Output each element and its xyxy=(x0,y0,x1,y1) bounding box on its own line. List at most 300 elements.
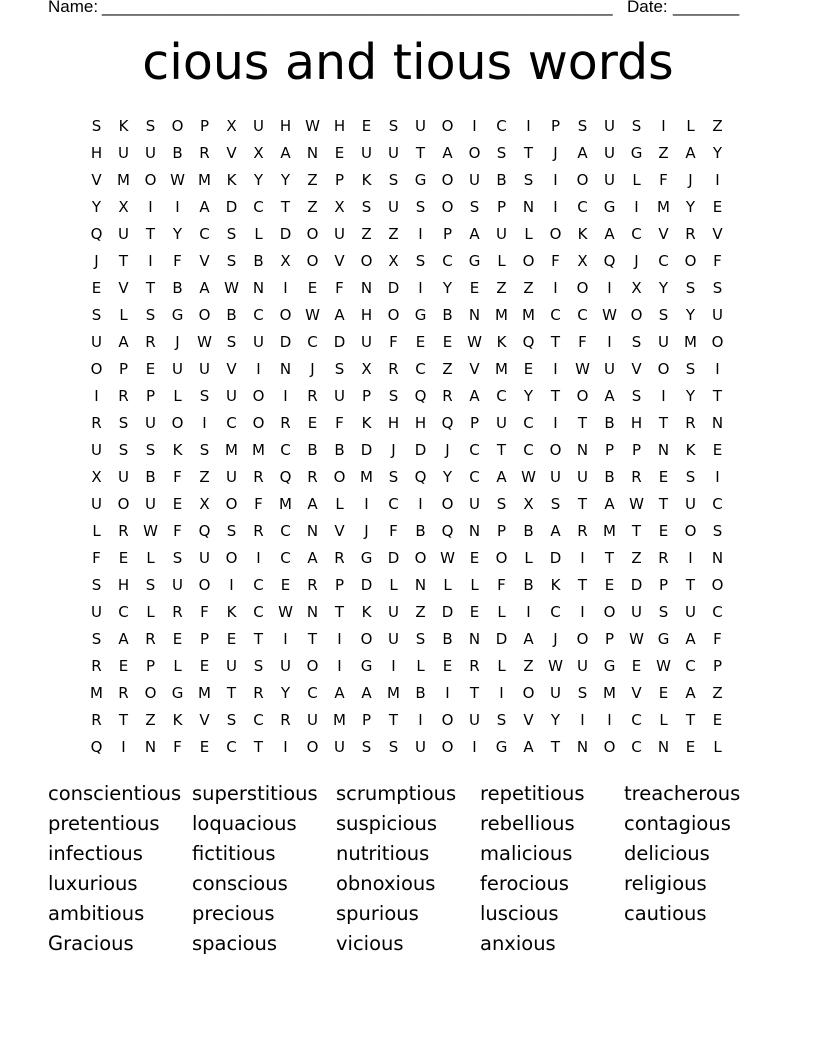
grid-letter: O xyxy=(576,278,589,297)
grid-letter: J xyxy=(634,251,639,270)
grid-letter: U xyxy=(91,332,102,351)
grid-letter: G xyxy=(603,656,616,675)
grid-letter: Y xyxy=(442,467,453,486)
grid-letter: S xyxy=(388,116,399,135)
grid-letter: S xyxy=(415,251,426,270)
grid-letter: Q xyxy=(90,224,103,243)
grid-letter: S xyxy=(523,170,534,189)
grid-letter: C xyxy=(712,602,723,621)
grid-letter: C xyxy=(496,116,507,135)
grid-letter: M xyxy=(603,521,616,540)
grid-letter: U xyxy=(226,656,237,675)
grid-letter: S xyxy=(145,440,156,459)
grid-letter: L xyxy=(470,575,479,594)
grid-letter: U xyxy=(361,143,372,162)
word-bank-item: conscientious xyxy=(48,782,182,805)
grid-letter: U xyxy=(496,413,507,432)
word-bank-item: repetitious xyxy=(480,782,585,805)
grid-letter: E xyxy=(307,278,318,297)
grid-letter: X xyxy=(334,197,345,216)
grid-letter: O xyxy=(333,467,346,486)
grid-letter: U xyxy=(604,143,615,162)
grid-letter: G xyxy=(171,683,184,702)
grid-letter: I xyxy=(715,170,720,189)
grid-letter: W xyxy=(629,494,644,513)
grid-letter: C xyxy=(415,359,426,378)
grid-letter: I xyxy=(418,710,423,729)
grid-letter: M xyxy=(360,467,373,486)
grid-letter: K xyxy=(361,413,372,432)
grid-letter: R xyxy=(334,548,345,567)
grid-row xyxy=(83,220,733,247)
grid-letter: U xyxy=(91,494,102,513)
grid-letter: Z xyxy=(712,683,723,702)
grid-letter: R xyxy=(577,521,588,540)
grid-letter: H xyxy=(387,413,400,432)
grid-letter: T xyxy=(415,143,426,162)
grid-letter: R xyxy=(118,521,129,540)
grid-letter: F xyxy=(173,737,182,756)
grid-letter: G xyxy=(360,548,373,567)
grid-letter: I xyxy=(472,116,477,135)
grid-letter: C xyxy=(307,683,318,702)
grid-letter: E xyxy=(172,494,183,513)
grid-letter: C xyxy=(469,440,480,459)
grid-letter: O xyxy=(360,251,373,270)
grid-letter: T xyxy=(550,332,561,351)
grid-letter: I xyxy=(661,386,666,405)
grid-letter: I xyxy=(283,629,288,648)
grid-letter: K xyxy=(226,602,237,621)
grid-letter: W xyxy=(629,629,644,648)
grid-letter: U xyxy=(469,170,480,189)
grid-letter: X xyxy=(226,116,237,135)
grid-letter: P xyxy=(712,656,723,675)
word-bank-item: treacherous xyxy=(624,782,741,805)
grid-letter: Z xyxy=(658,143,669,162)
grid-letter: O xyxy=(144,683,157,702)
grid-letter: Y xyxy=(685,197,696,216)
grid-letter: A xyxy=(577,143,588,162)
grid-letter: I xyxy=(418,224,423,243)
grid-letter: C xyxy=(253,197,264,216)
grid-letter: C xyxy=(226,413,237,432)
grid-letter: I xyxy=(283,386,288,405)
grid-letter: H xyxy=(630,413,643,432)
grid-letter: L xyxy=(416,656,425,675)
grid-letter: U xyxy=(469,494,480,513)
grid-letter: F xyxy=(659,170,668,189)
grid-letter: Y xyxy=(685,305,696,324)
grid-letter: O xyxy=(306,656,319,675)
grid-letter: V xyxy=(199,251,210,270)
grid-letter: I xyxy=(364,494,369,513)
grid-letter: E xyxy=(199,737,210,756)
word-bank-item: fictitious xyxy=(192,842,276,865)
grid-letter: C xyxy=(496,386,507,405)
grid-letter: O xyxy=(576,629,589,648)
grid-letter: O xyxy=(711,332,724,351)
grid-letter: S xyxy=(631,332,642,351)
grid-letter: A xyxy=(604,224,615,243)
grid-letter: N xyxy=(468,305,481,324)
grid-letter: D xyxy=(414,440,427,459)
word-search-grid xyxy=(83,112,733,760)
grid-letter: I xyxy=(688,548,693,567)
grid-letter: S xyxy=(226,332,237,351)
grid-letter: O xyxy=(441,494,454,513)
word-bank-item: vicious xyxy=(336,932,404,955)
grid-letter: N xyxy=(306,521,319,540)
grid-letter: U xyxy=(145,413,156,432)
grid-letter: E xyxy=(658,467,669,486)
grid-letter: M xyxy=(387,683,400,702)
grid-letter: M xyxy=(495,305,508,324)
grid-letter: O xyxy=(306,251,319,270)
grid-letter: C xyxy=(307,332,318,351)
grid-row xyxy=(83,301,733,328)
grid-letter: L xyxy=(119,305,128,324)
grid-letter: I xyxy=(445,683,450,702)
grid-letter: T xyxy=(631,521,642,540)
grid-letter: R xyxy=(118,683,129,702)
grid-letter: L xyxy=(497,251,506,270)
grid-letter: Q xyxy=(414,386,427,405)
grid-letter: B xyxy=(307,440,318,459)
grid-letter: W xyxy=(305,305,320,324)
grid-letter: W xyxy=(440,548,455,567)
grid-row xyxy=(83,382,733,409)
grid-letter: V xyxy=(658,224,669,243)
grid-letter: U xyxy=(172,359,183,378)
grid-letter: I xyxy=(553,359,558,378)
grid-letter: G xyxy=(468,251,481,270)
grid-letter: W xyxy=(656,656,671,675)
grid-letter: V xyxy=(226,359,237,378)
grid-letter: B xyxy=(442,629,453,648)
grid-letter: O xyxy=(657,359,670,378)
grid-letter: S xyxy=(226,710,237,729)
word-bank-item: anxious xyxy=(480,932,556,955)
grid-letter: I xyxy=(337,629,342,648)
grid-letter: O xyxy=(198,305,211,324)
grid-letter: I xyxy=(256,359,261,378)
grid-letter: D xyxy=(387,278,400,297)
grid-letter: I xyxy=(715,359,720,378)
grid-letter: E xyxy=(712,440,723,459)
grid-letter: D xyxy=(279,224,292,243)
grid-letter: U xyxy=(550,683,561,702)
word-bank-item: pretentious xyxy=(48,812,160,835)
grid-letter: D xyxy=(360,440,373,459)
grid-letter: R xyxy=(91,710,102,729)
grid-letter: R xyxy=(685,224,696,243)
grid-letter: I xyxy=(607,278,612,297)
grid-letter: S xyxy=(685,467,696,486)
grid-letter: N xyxy=(576,440,589,459)
grid-letter: A xyxy=(685,629,696,648)
grid-letter: O xyxy=(630,305,643,324)
grid-letter: W xyxy=(305,116,320,135)
grid-letter: F xyxy=(497,575,506,594)
grid-letter: O xyxy=(603,737,616,756)
grid-letter: E xyxy=(631,656,642,675)
grid-letter: I xyxy=(229,575,234,594)
grid-letter: C xyxy=(550,305,561,324)
date-label: Date: xyxy=(627,0,668,16)
grid-row xyxy=(83,598,733,625)
grid-letter: S xyxy=(415,629,426,648)
grid-letter: N xyxy=(252,278,265,297)
grid-letter: E xyxy=(280,575,291,594)
grid-letter: T xyxy=(118,251,129,270)
grid-letter: O xyxy=(387,305,400,324)
word-bank-column xyxy=(192,780,336,960)
grid-letter: X xyxy=(118,197,129,216)
grid-letter: C xyxy=(631,737,642,756)
grid-letter: L xyxy=(335,494,344,513)
grid-row xyxy=(83,679,733,706)
grid-letter: O xyxy=(468,143,481,162)
grid-letter: O xyxy=(576,386,589,405)
grid-letter: Y xyxy=(658,278,669,297)
grid-letter: R xyxy=(253,683,264,702)
grid-letter: H xyxy=(360,305,373,324)
grid-letter: J xyxy=(391,440,396,459)
grid-letter: A xyxy=(334,683,345,702)
grid-letter: U xyxy=(334,386,345,405)
grid-letter: A xyxy=(523,737,534,756)
grid-letter: T xyxy=(280,197,291,216)
grid-letter: S xyxy=(145,116,156,135)
grid-letter: O xyxy=(306,224,319,243)
grid-letter: N xyxy=(306,602,319,621)
grid-letter: O xyxy=(711,575,724,594)
grid-letter: R xyxy=(442,386,453,405)
grid-letter: A xyxy=(199,197,210,216)
grid-letter: I xyxy=(175,197,180,216)
grid-letter: P xyxy=(145,386,156,405)
grid-letter: C xyxy=(253,575,264,594)
grid-letter: L xyxy=(497,602,506,621)
grid-letter: X xyxy=(253,143,264,162)
grid-letter: I xyxy=(94,386,99,405)
word-bank-item: luscious xyxy=(480,902,559,925)
grid-letter: N xyxy=(657,440,670,459)
grid-letter: S xyxy=(226,224,237,243)
grid-letter: P xyxy=(550,116,561,135)
grid-letter: X xyxy=(631,278,642,297)
grid-letter: L xyxy=(92,521,101,540)
grid-letter: O xyxy=(603,602,616,621)
grid-letter: R xyxy=(307,575,318,594)
grid-letter: V xyxy=(334,521,345,540)
grid-letter: U xyxy=(388,197,399,216)
grid-letter: U xyxy=(118,467,129,486)
grid-letter: S xyxy=(91,575,102,594)
grid-letter: B xyxy=(496,170,507,189)
grid-letter: I xyxy=(553,197,558,216)
grid-letter: D xyxy=(225,197,238,216)
grid-letter: C xyxy=(253,305,264,324)
grid-letter: S xyxy=(118,413,129,432)
grid-letter: O xyxy=(414,548,427,567)
grid-letter: N xyxy=(468,629,481,648)
grid-letter: N xyxy=(711,548,724,567)
grid-letter: B xyxy=(415,683,426,702)
grid-letter: O xyxy=(549,224,562,243)
grid-letter: T xyxy=(145,278,156,297)
grid-letter: R xyxy=(91,656,102,675)
grid-letter: S xyxy=(91,305,102,324)
grid-letter: N xyxy=(279,359,292,378)
grid-letter: V xyxy=(469,359,480,378)
grid-row xyxy=(83,706,733,733)
word-bank-item: Gracious xyxy=(48,932,134,955)
grid-letter: I xyxy=(715,467,720,486)
grid-letter: V xyxy=(226,143,237,162)
grid-row xyxy=(83,652,733,679)
date-blank-line: _______ xyxy=(673,0,740,16)
grid-letter: W xyxy=(467,332,482,351)
grid-letter: A xyxy=(199,278,210,297)
grid-letter: L xyxy=(524,548,533,567)
grid-letter: Z xyxy=(631,548,642,567)
grid-row xyxy=(83,733,733,760)
grid-letter: Y xyxy=(685,386,696,405)
header xyxy=(48,0,748,19)
grid-letter: S xyxy=(388,386,399,405)
grid-letter: Q xyxy=(603,251,616,270)
grid-letter: S xyxy=(496,710,507,729)
grid-letter: E xyxy=(307,413,318,432)
grid-row xyxy=(83,112,733,139)
grid-letter: S xyxy=(712,278,723,297)
grid-letter: X xyxy=(91,467,102,486)
grid-letter: A xyxy=(469,386,480,405)
grid-letter: U xyxy=(415,116,426,135)
grid-letter: S xyxy=(496,494,507,513)
grid-letter: M xyxy=(333,710,346,729)
grid-letter: R xyxy=(91,413,102,432)
grid-letter: E xyxy=(685,737,696,756)
grid-letter: U xyxy=(226,467,237,486)
grid-letter: Z xyxy=(307,197,318,216)
word-bank-item: rebellious xyxy=(480,812,575,835)
grid-row xyxy=(83,490,733,517)
grid-letter: E xyxy=(712,710,723,729)
grid-letter: U xyxy=(577,656,588,675)
grid-letter: U xyxy=(91,440,102,459)
grid-letter: P xyxy=(469,413,480,432)
grid-letter: S xyxy=(118,440,129,459)
grid-letter: A xyxy=(604,386,615,405)
grid-letter: I xyxy=(526,116,531,135)
grid-letter: U xyxy=(172,575,183,594)
grid-letter: P xyxy=(334,575,345,594)
grid-letter: X xyxy=(199,494,210,513)
grid-letter: R xyxy=(253,521,264,540)
grid-letter: R xyxy=(253,467,264,486)
grid-letter: L xyxy=(524,224,533,243)
grid-letter: O xyxy=(252,386,265,405)
grid-letter: U xyxy=(334,737,345,756)
grid-letter: F xyxy=(713,629,722,648)
grid-letter: H xyxy=(117,575,130,594)
grid-letter: W xyxy=(170,170,185,189)
grid-letter: E xyxy=(712,197,723,216)
grid-letter: C xyxy=(577,197,588,216)
grid-letter: Z xyxy=(523,656,534,675)
grid-letter: T xyxy=(523,143,534,162)
grid-letter: T xyxy=(604,548,615,567)
grid-letter: D xyxy=(333,332,346,351)
grid-letter: F xyxy=(173,521,182,540)
grid-letter: J xyxy=(310,359,315,378)
grid-letter: I xyxy=(337,656,342,675)
grid-letter: X xyxy=(361,359,372,378)
grid-letter: O xyxy=(549,440,562,459)
grid-letter: E xyxy=(91,278,102,297)
grid-letter: U xyxy=(226,386,237,405)
grid-letter: A xyxy=(523,629,534,648)
grid-letter: B xyxy=(523,575,534,594)
grid-letter: D xyxy=(387,548,400,567)
grid-letter: S xyxy=(388,170,399,189)
grid-letter: F xyxy=(173,251,182,270)
grid-letter: Z xyxy=(388,224,399,243)
grid-letter: S xyxy=(685,359,696,378)
grid-letter: B xyxy=(253,251,264,270)
grid-letter: C xyxy=(658,251,669,270)
grid-letter: A xyxy=(280,143,291,162)
grid-letter: Q xyxy=(441,413,454,432)
grid-letter: P xyxy=(604,440,615,459)
grid-letter: M xyxy=(684,332,697,351)
grid-letter: U xyxy=(388,143,399,162)
grid-letter: C xyxy=(280,440,291,459)
grid-letter: O xyxy=(441,170,454,189)
grid-letter: I xyxy=(526,602,531,621)
grid-letter: U xyxy=(496,224,507,243)
grid-letter: E xyxy=(469,278,480,297)
grid-letter: P xyxy=(658,575,669,594)
grid-letter: I xyxy=(634,197,639,216)
grid-letter: L xyxy=(497,656,506,675)
grid-letter: M xyxy=(198,170,211,189)
grid-letter: O xyxy=(306,737,319,756)
word-bank-column xyxy=(336,780,480,960)
grid-letter: Z xyxy=(712,116,723,135)
grid-letter: T xyxy=(712,386,723,405)
grid-letter: N xyxy=(468,521,481,540)
grid-letter: E xyxy=(118,656,129,675)
word-bank-item: ferocious xyxy=(480,872,569,895)
grid-letter: S xyxy=(334,359,345,378)
grid-letter: N xyxy=(306,143,319,162)
grid-letter: P xyxy=(199,629,210,648)
grid-letter: L xyxy=(713,737,722,756)
grid-letter: Q xyxy=(90,737,103,756)
grid-letter: E xyxy=(658,683,669,702)
grid-row xyxy=(83,517,733,544)
grid-letter: W xyxy=(602,305,617,324)
grid-letter: C xyxy=(253,602,264,621)
grid-letter: G xyxy=(657,629,670,648)
grid-letter: E xyxy=(415,332,426,351)
grid-letter: O xyxy=(171,413,184,432)
grid-letter: B xyxy=(226,305,237,324)
